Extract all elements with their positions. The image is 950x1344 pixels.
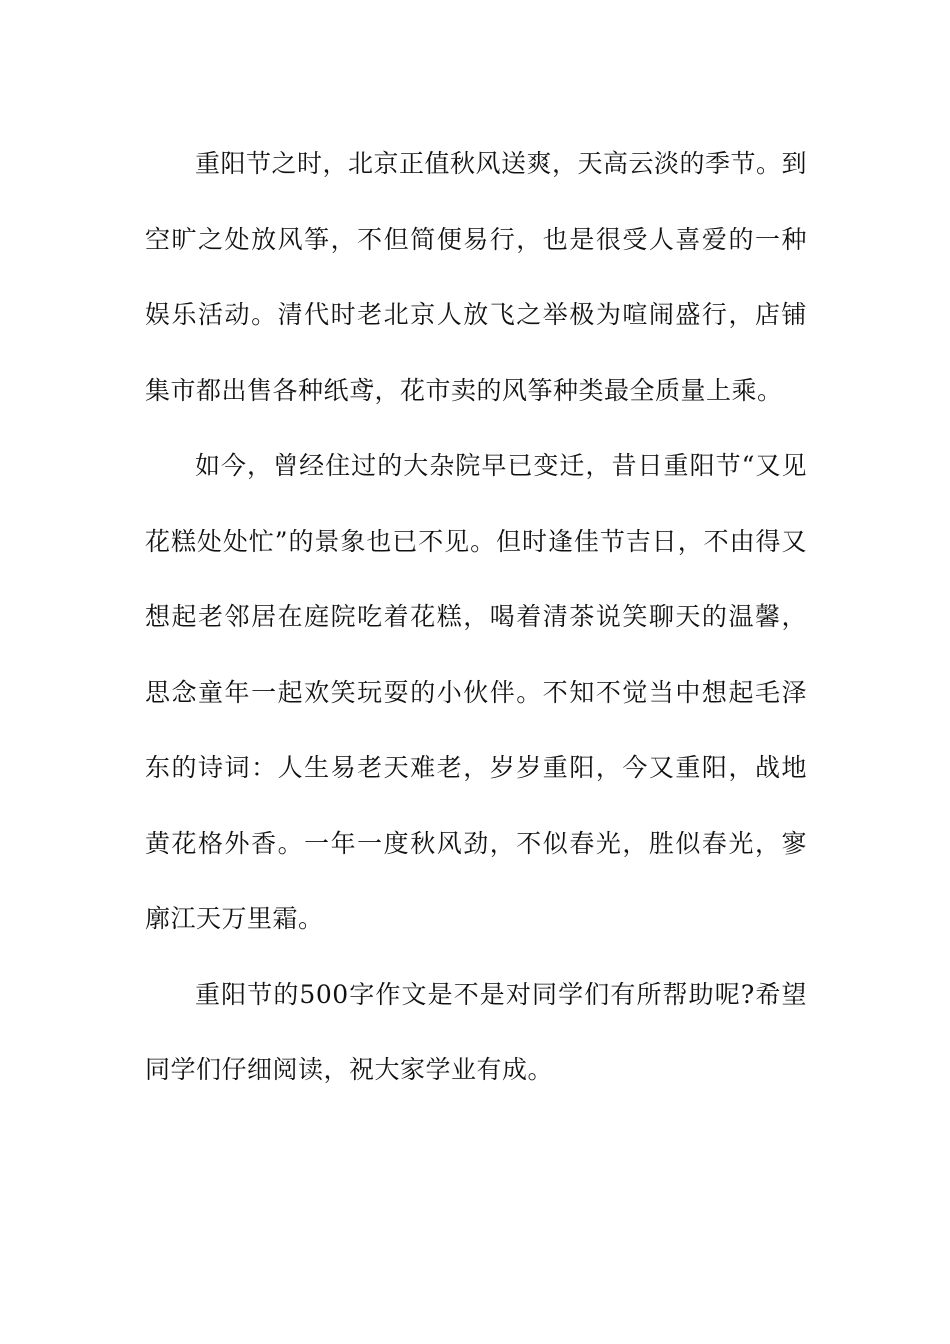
paragraph-closing: 重阳节的500字作文是不是对同学们有所帮助呢?希望同学们仔细阅读，祝大家学业有成。 — [145, 979, 807, 1084]
paragraph-kite-flying: 重阳节之时，北京正值秋风送爽，天高云淡的季节。到空旷之处放风筝，不但简便易行，也是很受人喜爱的一种娱乐活动。清代时老北京人放飞之举极为喧闹盛行，店铺集市都出售各种纸鸢，花市卖的风筝种类最全质量上乘。 — [145, 149, 808, 405]
document-body — [145, 126, 807, 1108]
paragraph-memories: 如今，曾经住过的大杂院早已变迁，昔日重阳节“又见花糕处处忙”的景象也已不见。但时逢佳节吉日，不由得又想起老邻居在庭院吃着花糕，喝着清茶说笑聊天的温馨，思念童年一起欢笑玩耍的小伙伴。不知不觉当中想起毛泽东的诗词：人生易老天难老，岁岁重阳，今又重阳，战地黄花格外香。一年一度秋风劲，不似春光，胜似春光，寥廓江天万里霜。 — [145, 451, 807, 933]
